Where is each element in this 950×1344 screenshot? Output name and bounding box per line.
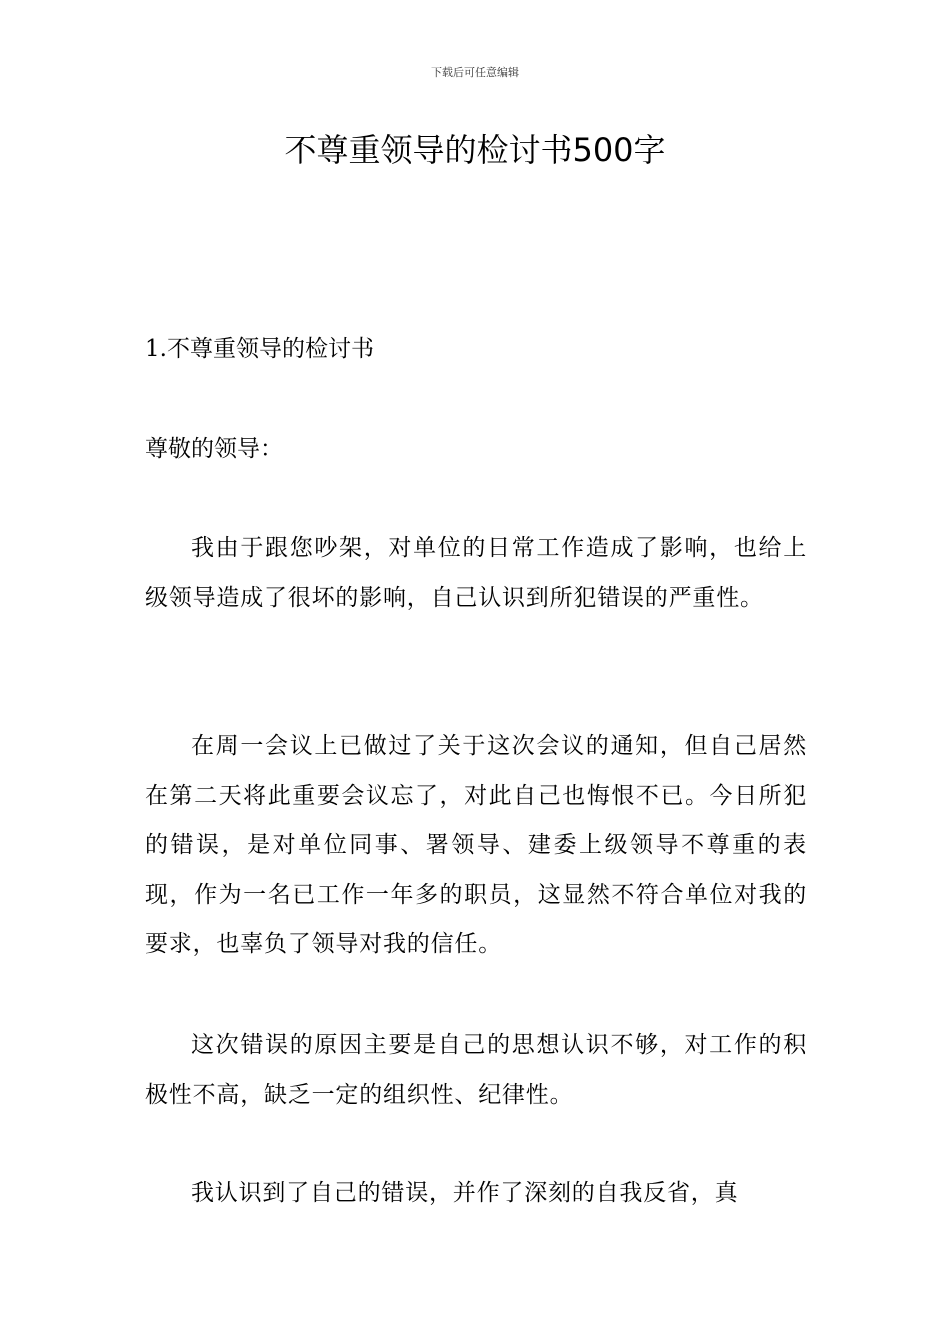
body-paragraph-1: 我由于跟您吵架，对单位的日常工作造成了影响，也给上级领导造成了很坏的影响，自己认识到所犯错误的严重性。 xyxy=(145,535,807,611)
body-paragraph-3: 这次错误的原因主要是自己的思想认识不够，对工作的积极性不高，缺乏一定的组织性、纪律性。 xyxy=(145,1032,807,1108)
document-title: 不尊重领导的检讨书500字 xyxy=(284,131,666,169)
section-heading: 1.不尊重领导的检讨书 xyxy=(145,336,374,362)
body-paragraph-2: 在周一会议上已做过了关于这次会议的通知，但自己居然在第二天将此重要会议忘了，对此自己也悔恨不已。今日所犯的错误，是对单位同事、署领导、建委上级领导不尊重的表现，作为一名已工作一年多的职员，这显然不符合单位对我的要求，也辜负了领导对我的信任。 xyxy=(145,733,807,957)
salutation: 尊敬的领导： xyxy=(145,436,283,462)
header-note: 下载后可任意编辑 xyxy=(431,66,519,79)
body-paragraph-4: 我认识到了自己的错误，并作了深刻的自我反省，真 xyxy=(191,1180,739,1206)
